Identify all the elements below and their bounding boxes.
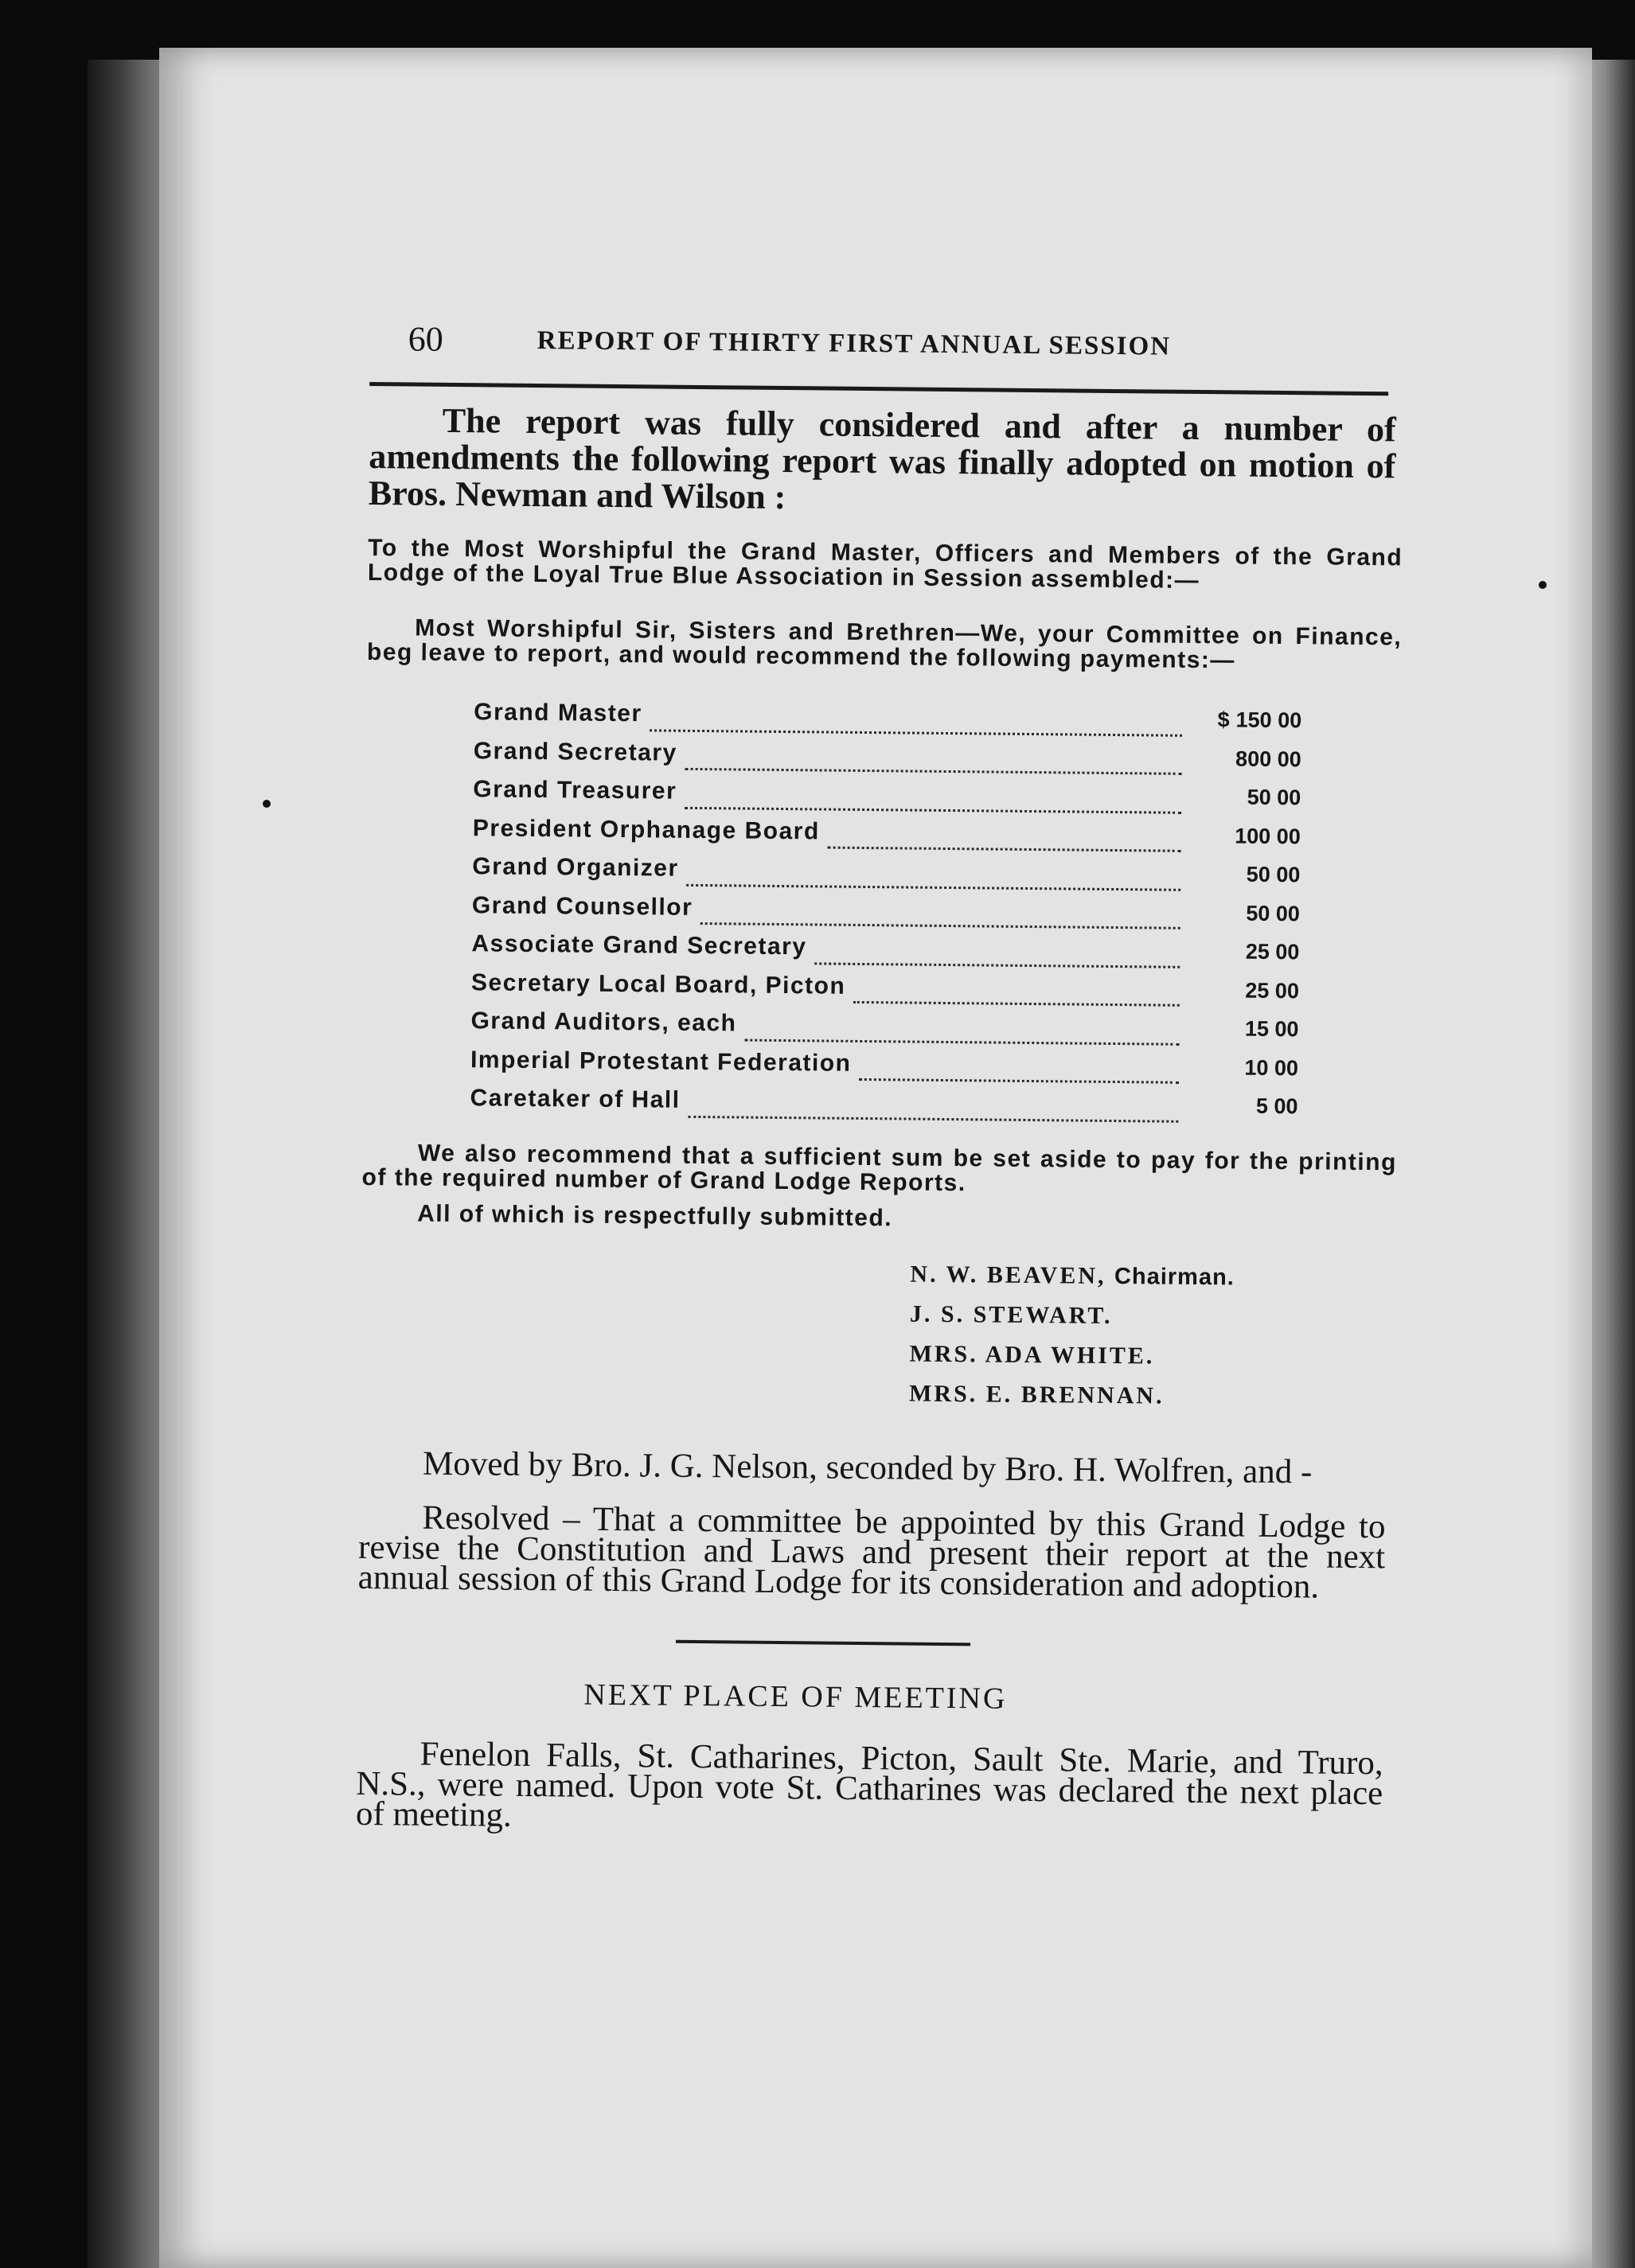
leader-dots [814, 961, 1180, 968]
payment-amount [1190, 707, 1301, 733]
payment-amount: 25 00 [1245, 939, 1300, 964]
signatory-name: J. S. STEWART. [909, 1300, 1113, 1329]
recommendation-paragraph: We also recommend that a sufficient sum be set aside to pay for the printing of the required number of Grand Lodge Reports. [361, 1140, 1398, 1196]
leader-dots [828, 846, 1181, 852]
payment-label: Grand Treasurer [473, 776, 677, 805]
leader-dots [700, 922, 1180, 929]
payment-label: Imperial Protestant Federation [470, 1046, 852, 1077]
leader-dots [744, 1038, 1179, 1045]
payment-row [470, 1085, 1297, 1131]
address-paragraph: To the Most Worshipful the Grand Master, Officers and Members of the Grand Lodge of the Loyal True Blue Association in Session assembled:— [367, 534, 1403, 594]
leader-dots [685, 767, 1182, 775]
chairman-role: Chairman. [1114, 1263, 1235, 1290]
payment-label: Grand Auditors, each [470, 1007, 737, 1037]
payment-label: Caretaker of Hall [470, 1085, 681, 1113]
payment-amount: 25 00 [1245, 978, 1300, 1003]
payment-label: Grand Organizer [472, 853, 679, 882]
page-number: 60 [408, 319, 443, 359]
leader-dots [853, 1000, 1180, 1007]
chairman-line [910, 1254, 1539, 1300]
payment-label: Associate Grand Secretary [471, 930, 807, 961]
payment-amount: 50 00 [1247, 785, 1301, 810]
payment-amount: 5 00 [1255, 1093, 1298, 1119]
motion-paragraph: Moved by Bro. J. G. Nelson, seconded by Bro. H. Wolfren, and - [422, 1444, 1313, 1491]
payment-amount: 50 00 [1246, 901, 1301, 926]
leader-dots [686, 883, 1180, 890]
submitted-line: All of which is respectfully submitted. [417, 1200, 893, 1231]
next-meeting-paragraph: Fenelon Falls, St. Catharines, Picton, Sault Ste. Marie, and Truro, N.S., were named. Upon vote St. Catharines was declared the next place of meeting. [355, 1735, 1383, 1834]
payment-label: Grand Master [474, 699, 642, 727]
payment-amount: 10 00 [1244, 1055, 1299, 1080]
leader-dots [685, 805, 1181, 813]
leader-dots [859, 1077, 1179, 1084]
running-head [369, 318, 1548, 393]
signatory-name: MRS. ADA WHITE. [909, 1340, 1155, 1370]
payment-amount: 50 00 [1246, 862, 1301, 887]
resolution-paragraph: Resolved – That a committee be appointed by this Grand Lodge to revise the Constitution and Laws and present their report at the next annual session of this Grand Lodge for its consideration and adoption. [357, 1498, 1386, 1606]
payment-label: Grand Counsellor [471, 891, 693, 921]
chairman-name: N. W. BEAVEN, [910, 1261, 1106, 1289]
payment-label: Grand Secretary [473, 737, 677, 766]
currency-symbol: $ [1217, 707, 1230, 732]
payment-amount: 15 00 [1244, 1016, 1299, 1042]
intro-paragraph: The report was fully considered and after a number of amendments the following report was finally adopted on motion of Bros. Newman and Wilson : [368, 400, 1396, 517]
greeting-paragraph: Most Worshipful Sir, Sisters and Brethren—We, your Committee on Finance, beg leave to report, and would recommend the following payments:— [366, 614, 1403, 674]
payment-amount: 800 00 [1235, 746, 1301, 771]
signatories [909, 1254, 1539, 1420]
scanned-page [159, 48, 1592, 2268]
section-heading: NEXT PLACE OF MEETING [583, 1678, 1008, 1716]
payment-label: Secretary Local Board, Picton [470, 968, 846, 1000]
signatory-name: MRS. E. BRENNAN. [908, 1380, 1165, 1409]
leader-dots [650, 728, 1182, 736]
page-content [356, 318, 1548, 1841]
scan-speck [263, 800, 271, 808]
amount-value: 150 00 [1235, 707, 1302, 733]
leader-dots [688, 1114, 1178, 1122]
payments-table [470, 699, 1301, 1131]
running-title: REPORT OF THIRTY FIRST ANNUAL SESSION [537, 326, 1172, 361]
payment-label: President Orphanage Board [472, 814, 820, 844]
payment-amount: 100 00 [1235, 823, 1301, 848]
section-divider [676, 1639, 970, 1646]
